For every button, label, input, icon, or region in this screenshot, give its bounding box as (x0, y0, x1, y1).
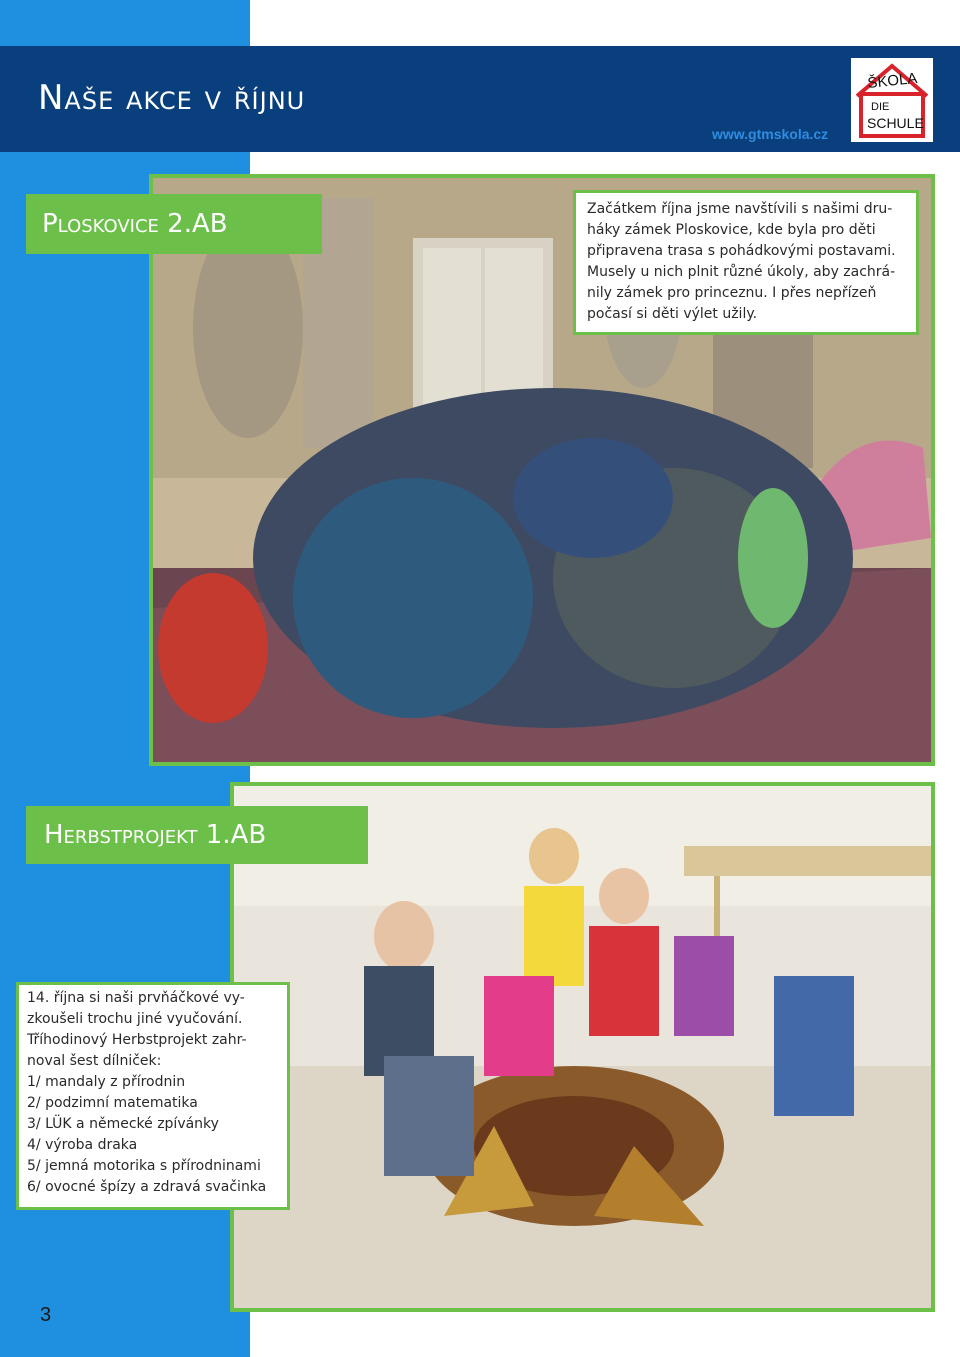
svg-text:DIE: DIE (871, 101, 890, 113)
section-heading-herbstprojekt: Herbstprojekt 1.AB (26, 806, 368, 864)
herbstprojekt-text-box (16, 982, 290, 1210)
text-line: Tříhodinový Herbstprojekt zahr- (27, 1032, 247, 1048)
text-line: Musely u nich plnit různé úkoly, aby zachrá- (587, 264, 896, 280)
school-logo (851, 58, 933, 142)
website-link[interactable]: www.gtmskola.cz (712, 126, 829, 142)
svg-text:SCHULE: SCHULE (867, 115, 924, 131)
text-line: noval šest dílniček: (27, 1053, 162, 1069)
text-line: nily zámek pro princeznu. I přes nepřízeň (587, 285, 877, 301)
list-item: 1/ mandaly z přírodnin (27, 1074, 186, 1090)
text-line: 14. října si naši prvňáčkové vy- (27, 990, 245, 1006)
page-number: 3 (40, 1304, 52, 1326)
herbstprojekt-photo-image (234, 786, 931, 1308)
list-item: 5/ jemná motorika s přírodninami (27, 1158, 261, 1174)
ploskovice-text-box (573, 190, 919, 335)
list-item: 6/ ovocné špízy a zdravá svačinka (27, 1179, 267, 1195)
text-line: zkoušeli trochu jiné vyučování. (27, 1011, 243, 1027)
text-line: Začátkem října jsme navštívili s našimi dru- (587, 201, 893, 217)
page-title: Naše akce v říjnu (38, 78, 306, 118)
text-line: připravena trasa s pohádkovými postavami. (587, 243, 896, 259)
list-item: 3/ LÜK a německé zpívánky (27, 1116, 219, 1132)
svg-text:ŠKOLA: ŠKOLA (866, 69, 919, 92)
school-logo-graphic (851, 58, 933, 142)
text-line: počasí si děti výlet užily. (587, 306, 758, 322)
text-line: háky zámek Ploskovice, kde byla pro děti (587, 222, 876, 238)
list-item: 4/ výroba draka (27, 1137, 138, 1153)
section-heading-ploskovice: Ploskovice 2.AB (26, 194, 322, 254)
list-item: 2/ podzimní matematika (27, 1095, 198, 1111)
